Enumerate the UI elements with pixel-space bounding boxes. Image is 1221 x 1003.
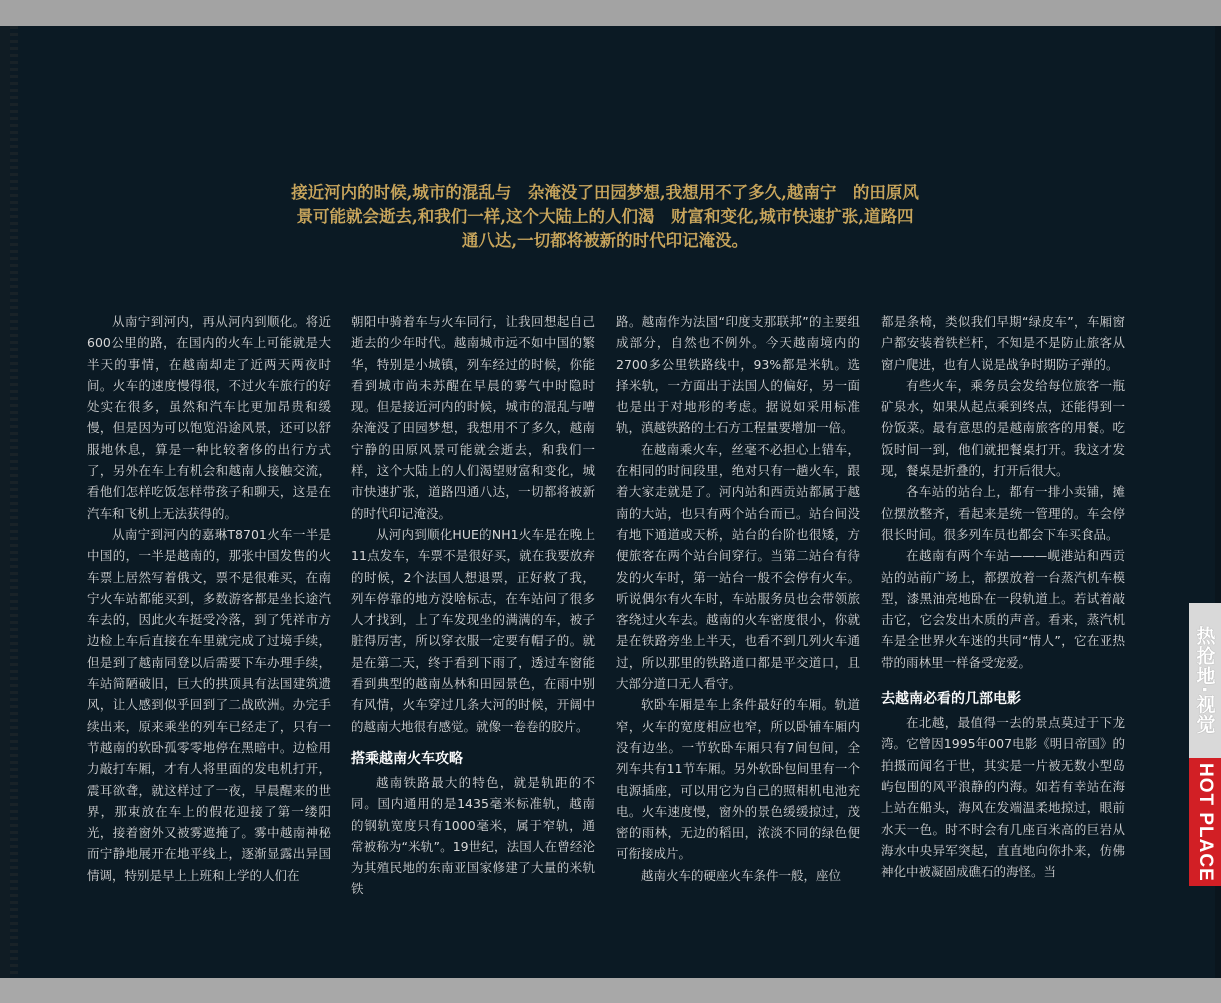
text-column-4: [881, 311, 1125, 882]
text-column-3: [616, 311, 860, 886]
viewer-bottom-bar: [0, 978, 1221, 1003]
side-tab-english-label: HOT PLACE: [1195, 762, 1216, 882]
side-tab-english: [1189, 758, 1221, 886]
pull-quote: 接近河内的时候,城市的混乱与 杂淹没了田园梦想,我想用不了多久,越南宁 的田原风 景可能就会逝去,和我们一样,这个大陆上的人们渴 财富和变化,城市快速扩张,道路四 通八达,一切都将被新的时代印记淹没。: [291, 183, 919, 250]
paragraph: 软卧车厢是车上条件最好的车厢。轨道窄，火车的宽度相应也窄，所以卧铺车厢内没有边坐。一节软卧车厢只有7间包间，全列车共有11节车厢。另外软卧包间里有一个电源插座，可以用它为自己的照相机电池充电。火车速度慢，窗外的景色缓缓掠过，茂密的雨林，无边的稻田，浓淡不同的绿色便可衔接成片。: [616, 697, 860, 862]
text-column-2: [351, 311, 595, 900]
side-tab-chinese: [1189, 603, 1221, 758]
paragraph: 路。越南作为法国“印度支那联邦”的主要组成部分，自然也不例外。今天越南境内的2700多公里铁路线中，93%都是米轨。选择米轨，一方面出于法国人的偏好，另一面也是出于对地形的考虑。据说如采用标准轨，滇越铁路的土石方工程量要增加一倍。: [616, 314, 860, 436]
page-left-edge: [0, 26, 18, 978]
viewer-top-bar: [0, 0, 1221, 26]
section-heading-films: 去越南必看的几部电影: [881, 691, 1021, 708]
paragraph: 在越南有两个车站———岘港站和西贡站的站前广场上，都摆放着一台蒸汽机车模型，漆黑油亮地卧在一段轨道上。若试着敲击它，它会发出木质的声音。看来，蒸汽机车是全世界火车迷的共同“情人”，它在亚热带的雨林里一样备受宠爱。: [881, 548, 1125, 670]
paragraph: 在越南乘火车，丝毫不必担心上错车，在相同的时间段里，绝对只有一趟火车，跟着大家走就是了。河内站和西贡站都属于越南的大站，也只有两个站台而已。站台间没有地下通道或天桥，站台的台阶也很矮，方便旅客在两个站台间穿行。当第二站台有待发的火车时，第一站台一般不会停有火车。听说偶尔有火车时，车站服务员也会带领旅客绕过火车去。越南的火车密度很小，你就是在铁路旁坐上半天，也看不到几列火车通过，所以那里的铁路道口都是平交道口，且大部分道口无人看守。: [616, 441, 860, 692]
paragraph: 有些火车，乘务员会发给每位旅客一瓶矿泉水，如果从起点乘到终点，还能得到一份饭菜。最有意思的是越南旅客的用餐。吃饭时间一到，他们就把餐桌打开。我这才发现，餐桌是折叠的，打开后很大。: [881, 377, 1125, 479]
paragraph: 从南宁到河内的嘉琳T8701火车一半是中国的，一半是越南的，那张中国发售的火车票上居然写着俄文，票不是很难买，在南宁火车站都能买到，多数游客都是坐长途汽车去的，因此火车挺受冷落，到了凭祥市方边检上车后直接在车里就完成了过境手续，但是到了越南同登以后需要下车办理手续，车站简陋破旧，巨大的拱顶具有法国建筑遗风，让人感到似乎回到了二战欧洲。办完手续出来，原来乘坐的列车已经走了，只有一节越南的软卧孤零零地停在黑暗中。边检用力敲打车厢，才有人将里面的发电机打开，震耳欲聋，就这样过了一夜，早晨醒来的世界，那束放在车上的假花迎接了第一缕阳光，接着窗外又被雾遮掩了。雾中越南神秘而宁静地展开在地平线上，逐渐显露出异国情调，特别是早上上班和上学的人们在: [87, 526, 331, 883]
side-tab-chinese-label: 热抢地·视觉: [1193, 626, 1216, 735]
section-side-tab: [1189, 603, 1221, 886]
paragraph: 各车站的站台上，都有一排小卖铺，摊位摆放整齐，看起来是统一管理的。车会停很长时间。很多列车员也都会下车买食品。: [881, 484, 1125, 542]
text-column-1: [87, 311, 331, 886]
paragraph: 都是条椅，类似我们早期“绿皮车”，车厢窗户都安装着铁栏杆，不知是不是防止旅客从窗户爬进，也有人说是战争时期防子弹的。: [881, 314, 1125, 372]
paragraph: 朝阳中骑着车与火车同行，让我回想起自己逝去的少年时代。越南城市远不如中国的繁华，特别是小城镇，列车经过的时候，你能看到城市尚未苏醒在早晨的雾气中时隐时现。但是接近河内的时候，城市的混乱与嘈杂淹没了田园梦想，我想用不了多久，越南宁静的田原风景可能就会逝去，和我们一样，这个大陆上的人们渴望财富和变化，城市快速扩张，道路四通八达，一切都将被新的时代印记淹没。: [351, 314, 595, 521]
paragraph: 从南宁到河内，再从河内到顺化。将近600公里的路，在国内的火车上可能就是大半天的事情，在越南却走了近两天两夜时间。火车的速度慢得很，不过火车旅行的好处实在很多，虽然和汽车比更加昂贵和缓慢，但是因为可以饱览沿途风景，还可以舒服地休息，算是一种比较奢侈的出行方式了，另外在车上有机会和越南人接触交流，看他们怎样吃饭怎样带孩子和聊天，这是在汽车和飞机上无法获得的。: [87, 314, 331, 521]
paragraph: 在北越，最值得一去的景点莫过于下龙湾。它曾因1995年007电影《明日帝国》的拍摄而闻名于世，其实是一片被无数小型岛屿包围的风平浪静的内海。如若有幸站在海上站在船头，海风在发端温柔地掠过，眼前水天一色。时不时会有几座百米高的巨岩从海水中央异军突起，直直地向你扑来，仿佛神化中被凝固成礁石的海怪。当: [881, 715, 1125, 880]
section-heading-train-guide: 搭乘越南火车攻略: [351, 750, 463, 767]
paragraph: 越南火车的硬座火车条件一般，座位: [641, 867, 842, 883]
paragraph: 越南铁路最大的特色，就是轨距的不同。国内通用的是1435毫米标准轨，越南的钢轨宽度只有1000毫米，属于窄轨，通常被称为“米轨”。19世纪，法国人在曾经沦为其殖民地的东南亚国家修建了大量的米轨铁: [351, 774, 595, 897]
magazine-page: [0, 26, 1221, 978]
paragraph: 从河内到顺化HUE的NH1火车是在晚上11点发车，车票不是很好买，就在我要放弃的时候，2个法国人想退票，正好救了我，列车停靠的地方没啥标志，在车站问了很多人才找到，上了车发现坐的满满的车，被子脏得厉害，所以穿衣服一定要有帽子的。就是在第二天，终于看到下雨了，透过车窗能看到典型的越南丛林和田园景色，在雨中别有风情，火车穿过几条大河的时候，开阔中的越南大地很有感觉。就像一卷卷的胶片。: [351, 526, 595, 734]
